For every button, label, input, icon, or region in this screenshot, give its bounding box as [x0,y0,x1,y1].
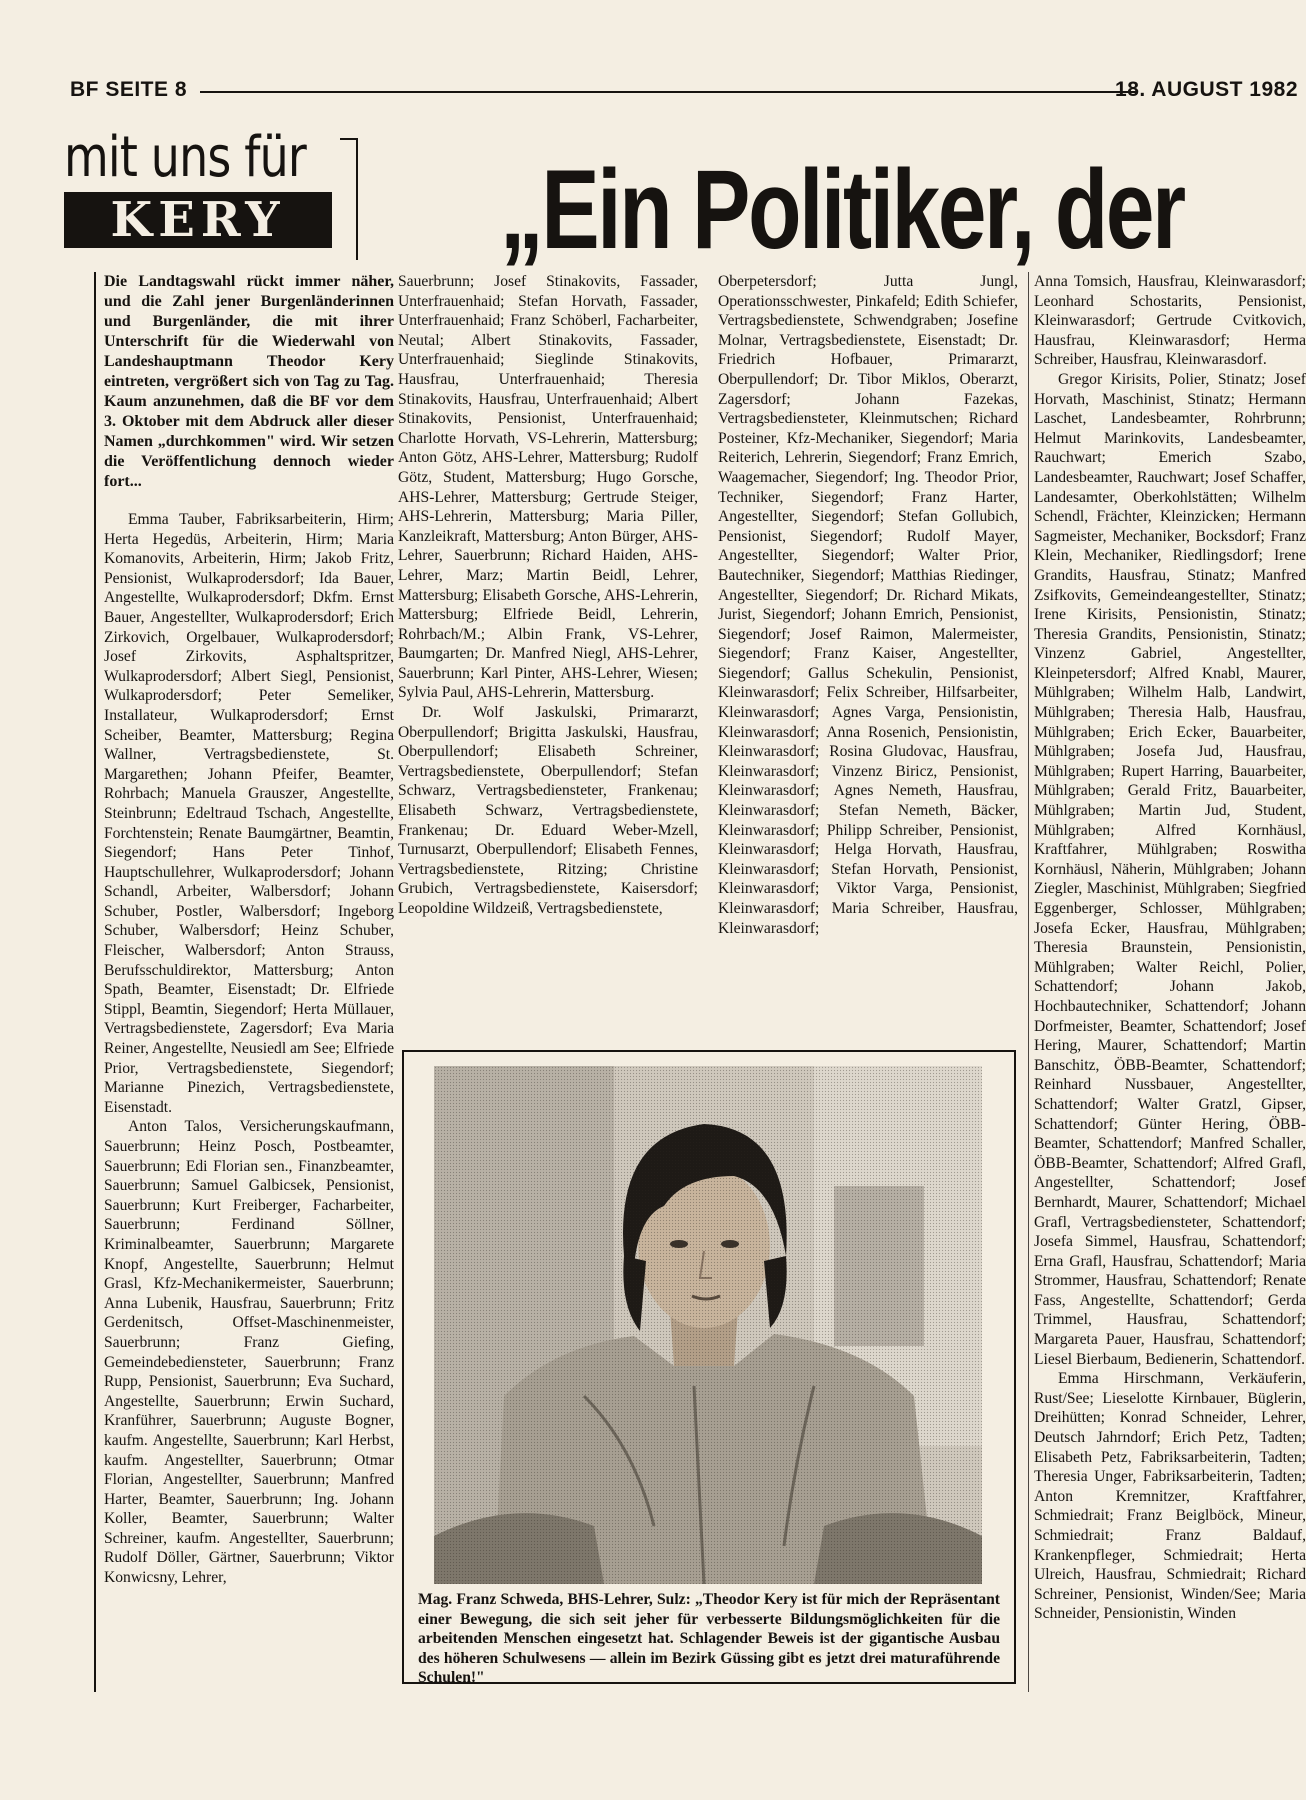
column-4 [1034,272,1306,1712]
page-number-label: BF SEITE 8 [70,78,188,101]
name-list-paragraph: Emma Tauber, Fabriksarbeiterin, Hirm; Herta Hegedüs, Arbeiterin, Hirm; Maria Komanovits, Arbeiterin, Hirm; Jakob Fritz, Pensionist, Wulkaprodersdorf; Ida Bauer, Angestellte, Wulkaprodersdorf; Dkfm. Ernst Bauer, Angestellter, Wulkaprodersdorf; Erich Zirkovich, Orgelbauer, Wulkaprodersdorf; Josef Zirkovits, Asphaltspritzer, Wulkaprodersdorf; Albert Siegl, Pensionist, Wulkaprodersdorf; Peter Semeliker, Installateur, Wulkaprodersdorf; Ernst Scheiber, Beamter, Mattersburg; Regina Wallner, Vertragsbedienstete, St. Margarethen; Johann Pfeifer, Beamter, Rohrbach; Manuela Grauszer, Angestellte, Steinbrunn; Edeltraud Tschach, Angestellte, Forchtenstein; Renate Baumgärtner, Beamtin, Siegendorf; Hans Peter Tinhof, Hauptschullehrer, Wulkaprodersdorf; Johann Schandl, Arbeiter, Walbersdorf; Johann Schuber, Postler, Walbersdorf; Ingeborg Schuber, Walbersdorf; Heinz Schuber, Fleischer, Walbersdorf; Anton Strauss, Berufsschuldirektor, Mattersburg; Anton Spath, Beamter, Eisenstadt; Dr. Elfriede Stippl, Beamtin, Siegendorf; Herta Müllauer, Vertragsbedienstete, Zagersdorf; Eva Maria Reiner, Angestellte, Neusiedl am See; Elfriede Prior, Vertragsbedienstete, Siegendorf; Marianne Pinezich, Vertragsbedienstete, Eisenstadt. [104,511,394,1116]
name-list-paragraph: Dr. Wolf Jaskulski, Primararzt, Oberpullendorf; Brigitta Jaskulski, Hausfrau, Oberpullendorf; Elisabeth Schreiner, Vertragsbedienstete, Oberpullendorf; Stefan Schwarz, Vertragsbediensteter, Frankenau; Elisabeth Schwarz, Vertragsbedienstete, Frankenau; Dr. Eduard Weber-Mzell, Turnusarzt, Oberpullendorf; Elisabeth Fennes, Vertragsbedienstete, Ritzing; Christine Grubich, Vertragsbedienstete, Kaisersdorf; Leopoldine Wildzeiß, Vertragsbedienstete, [398,704,698,917]
logo-kery-box: KERY [64,192,332,248]
column-2 [398,272,698,1002]
name-list-paragraph: Anton Talos, Versicherungskaufmann, Sauerbrunn; Heinz Posch, Postbeamter, Sauerbrunn; Edi Florian sen., Finanzbeamter, Sauerbrunn; Samuel Galbicsek, Pensionist, Sauerbrunn; Kurt Freiberger, Facharbeiter, Sauerbrunn; Ferdinand Söllner, Kriminalbeamter, Sauerbrunn; Margarete Knopf, Angestellte, Sauerbrunn; Helmut Grasl, Kfz-Mechanikermeister, Sauerbrunn; Anna Lubenik, Hausfrau, Sauerbrunn; Fritz Gerdenitsch, Offset-Maschinenmeister, Sauerbrunn; Franz Giefing, Gemeindebediensteter, Sauerbrunn; Franz Rupp, Pensionist, Sauerbrunn; Eva Suchard, Angestellte, Sauerbrunn; Erwin Suchard, Kranführer, Sauerbrunn; Auguste Bogner, kaufm. Angestellte, Sauerbrunn; Karl Herbst, kaufm. Angestellter, Sauerbrunn; Otmar Florian, Angestellter, Sauerbrunn; Manfred Harter, Beamter, Sauerbrunn; Ing. Johann Koller, Beamter, Sauerbrunn; Walter Schreiner, kaufm. Angestellter, Sauerbrunn; Rudolf Döller, Gärtner, Sauerbrunn; Viktor Konwicsny, Lehrer, [104,1118,394,1587]
name-list-paragraph: Gregor Kirisits, Polier, Stinatz; Josef Horvath, Maschinist, Stinatz; Hermann Laschet, Landesbeamter, Rohrbrunn; Helmut Marinkovits, Landesbeamter, Rauchwart; Emerich Szabo, Landesbeamter, Rauchwart; Josef Schaffer, Landesamter, Oberkohlstätten; Wilhelm Schendl, Frächter, Kleinzicken; Hermann Sagmeister, Mechaniker, Bocksdorf; Franz Klein, Mechaniker, Riedlingsdorf; Irene Grandits, Hausfrau, Stinatz; Manfred Zsifkovits, Gemeindeangestellter, Stinatz; Irene Kirisits, Pensionistin, Stinatz; Theresia Grandits, Pensionistin, Stinatz; Vinzenz Gabriel, Angestellter, Kleinpetersdorf; Alfred Knabl, Maurer, Mühlgraben; Wilhelm Halb, Landwirt, Mühlgraben; Theresia Halb, Hausfrau, Mühlgraben; Erich Ecker, Bauarbeiter, Mühlgraben; Josefa Jud, Hausfrau, Mühlgraben; Rupert Harring, Bauarbeiter, Mühlgraben; Gerald Fritz, Bauarbeiter, Mühlgraben; Martin Jud, Student, Mühlgraben; Alfred Kornhäusl, Kraftfahrer, Mühlgraben; Roswitha Kornhäusl, Näherin, Mühlgraben; Johann Ziegler, Maschinist, Mühlgraben; Siegfried Eggenberger, Schlosser, Mühlgraben; Josefa Ecker, Hausfrau, Mühlgraben; Theresia Braunstein, Pensionistin, Mühlgraben; Walter Reichl, Polier, Schattendorf; Johann Jakob, Hochbautechniker, Schattendorf; Johann Dorfmeister, Beamter, Schattendorf; Josef Hering, Maurer, Schattendorf; Martin Banschitz, ÖBB-Beamter, Schattendorf; Reinhard Nussbauer, Angestellter, Schattendorf; Walter Gratzl, Gipser, Schattendorf; Günter Hering, ÖBB-Beamter, Schattendorf; Manfred Schaller, ÖBB-Beamter, Schattendorf; Alfred Grafl, Angestellter, Schattendorf; Josef Bernhardt, Maurer, Schattendorf; Michael Grafl, Vertragsbediensteter, Schattendorf; Josefa Simmel, Hausfrau, Schattendorf; Erna Grafl, Hausfrau, Schattendorf; Maria Strommer, Hausfrau, Schattendorf; Renate Fass, Angestellte, Schattendorf; Gerda Trimmel, Hausfrau, Schattendorf; Margareta Pauer, Hausfrau, Schattendorf; Liesel Bierbaum, Bedienerin, Schattendorf. [1034,370,1306,1368]
page-header [70,78,1306,108]
campaign-logo [64,125,360,270]
name-list-paragraph: Emma Hirschmann, Verkäuferin, Rust/See; Lieselotte Kirnbauer, Büglerin, Dreihütten; Konrad Schneider, Lehrer, Deutsch Jahrndorf; Erich Petz, Tadten; Elisabeth Petz, Fabriksarbeiterin, Tadten; Theresia Unger, Fabriksarbeiterin, Tadten; Anton Kremnitzer, Kraftfahrer, Schmiedrait; Franz Beiglböck, Mineur, Schmiedrait; Franz Baldauf, Krankenpfleger, Schmiedrait; Herta Ulreich, Hausfrau, Schmiedrait; Richard Schreiner, Pensionist, Winden/See; Maria Schneider, Pensionistin, Winden [1034,1370,1306,1623]
header-rule [200,91,1136,93]
column-1 [94,272,394,1692]
name-list-paragraph: Anna Tomsich, Hausfrau, Kleinwarasdorf; Leonhard Schostarits, Pensionist, Kleinwarasdorf; Gertrude Cvitkovich, Hausfrau, Kleinwarasdorf; Herma Schreiber, Hausfrau, Kleinwarasdorf. [1034,273,1306,369]
portrait-photo-box [402,1050,1016,1687]
photo-caption: Mag. Franz Schweda, BHS-Lehrer, Sulz: „Theodor Kery ist für mich der Repräsentant einer Bewegung, die sich seit jeher für verbesserte Bildungsmöglichkeiten für die arbeitenden Menschen eingesetzt hat. Schlagender Beweis ist der gigantische Ausbau des höheren Schulwesens — allein im Bezirk Güssing gibt es jetzt drei maturaführende Schulen!" [418,1591,1000,1687]
logo-script-text: mit uns für [64,125,306,190]
name-list-paragraph: Sauerbrunn; Josef Stinakovits, Fassader, Unterfrauenhaid; Stefan Horvath, Fassader, Unterfrauenhaid; Franz Schöberl, Facharbeiter, Neutal; Albert Stinakovits, Fassader, Unterfrauenhaid; Sieglinde Stinakovits, Hausfrau, Unterfrauenhaid; Theresia Stinakovits, Hausfrau, Unterfrauenhaid; Albert Stinakovits, Pensionist, Unterfrauenhaid; Charlotte Horvath, VS-Lehrerin, Mattersburg; Anton Götz, AHS-Lehrer, Mattersburg; Rudolf Götz, Student, Mattersburg; Hugo Gorsche, AHS-Lehrer, Mattersburg; Gertrude Steiger, AHS-Lehrerin, Mattersburg; Maria Piller, Kanzleikraft, Mattersburg; Anton Bürger, AHS-Lehrer, Sauerbrunn; Richard Haiden, AHS-Lehrer, Marz; Martin Beidl, Lehrer, Mattersburg; Elisabeth Gorsche, AHS-Lehrerin, Mattersburg; Elfriede Beidl, Lehrerin, Rohrbach/M.; Albin Frank, VS-Lehrer, Baumgarten; Dr. Manfred Niegl, AHS-Lehrer, Sauerbrunn; Karl Pinter, AHS-Lehrer, Wiesen; Sylvia Paul, AHS-Lehrerin, Mattersburg. [398,273,698,702]
headline: „Ein Politiker, der [500,147,1184,272]
column-rule [1028,272,1029,1692]
portrait-photo [434,1066,982,1584]
issue-date: 18. AUGUST 1982 [1115,78,1298,101]
column-3 [718,272,1018,1002]
name-list-paragraph: Oberpetersdorf; Jutta Jungl, Operationsschwester, Pinkafeld; Edith Schiefer, Vertragsbedienstete, Schwendgraben; Josefine Molnar, Vertragsbedienstete, Eisenstadt; Dr. Friedrich Hofbauer, Primararzt, Oberpullendorf; Dr. Tibor Miklos, Oberarzt, Zagersdorf; Johann Fazekas, Vertragsbediensteter, Kleinmutschen; Richard Posteiner, Kfz-Mechaniker, Siegendorf; Maria Reiterich, Lehrerin, Siegendorf; Franz Emrich, Waagemacher, Siegendorf; Ing. Theodor Prior, Techniker, Siegendorf; Franz Harter, Angestellter, Siegendorf; Stefan Gollubich, Pensionist, Siegendorf; Rudolf Mayer, Angestellter, Siegendorf; Walter Prior, Bautechniker, Siegendorf; Matthias Riedinger, Angestellter, Siegendorf; Dr. Richard Mikats, Jurist, Siegendorf; Johann Emrich, Pensionist, Siegendorf; Josef Raimon, Malermeister, Siegendorf; Franz Kaiser, Angestellter, Siegendorf; Gallus Schekulin, Pensionist, Kleinwarasdorf; Felix Schreiber, Hilfsarbeiter, Kleinwarasdorf; Agnes Varga, Pensionistin, Kleinwarasdorf; Anna Rosenich, Pensionistin, Kleinwarasdorf; Rosina Gludovac, Hausfrau, Kleinwarasdorf; Vinzenz Biricz, Pensionist, Kleinwarasdorf; Agnes Nemeth, Hausfrau, Kleinwarasdorf; Stefan Nemeth, Bäcker, Kleinwarasdorf; Philipp Schreiber, Pensionist, Kleinwarasdorf; Helga Horvath, Hausfrau, Kleinwarasdorf; Stefan Horvath, Pensionist, Kleinwarasdorf; Viktor Varga, Pensionist, Kleinwarasdorf; Maria Schreiber, Hausfrau, Kleinwarasdorf; [718,273,1018,937]
intro-paragraph: Die Landtagswahl rückt immer näher, und die Zahl jener Burgenländerinnen und Burgenländer, die mit ihrer Unterschrift für die Wiederwahl von Landeshauptmann Theodor Kery eintreten, vergrößert sich von Tag zu Tag. Kaum anzunehmen, daß die BF vor dem 3. Oktober mit dem Abdruck aller dieser Namen „durchkommen" wird. Wir setzen die Veröffentlichung dennoch wieder fort... [104,273,394,490]
logo-frame-line [340,138,358,260]
